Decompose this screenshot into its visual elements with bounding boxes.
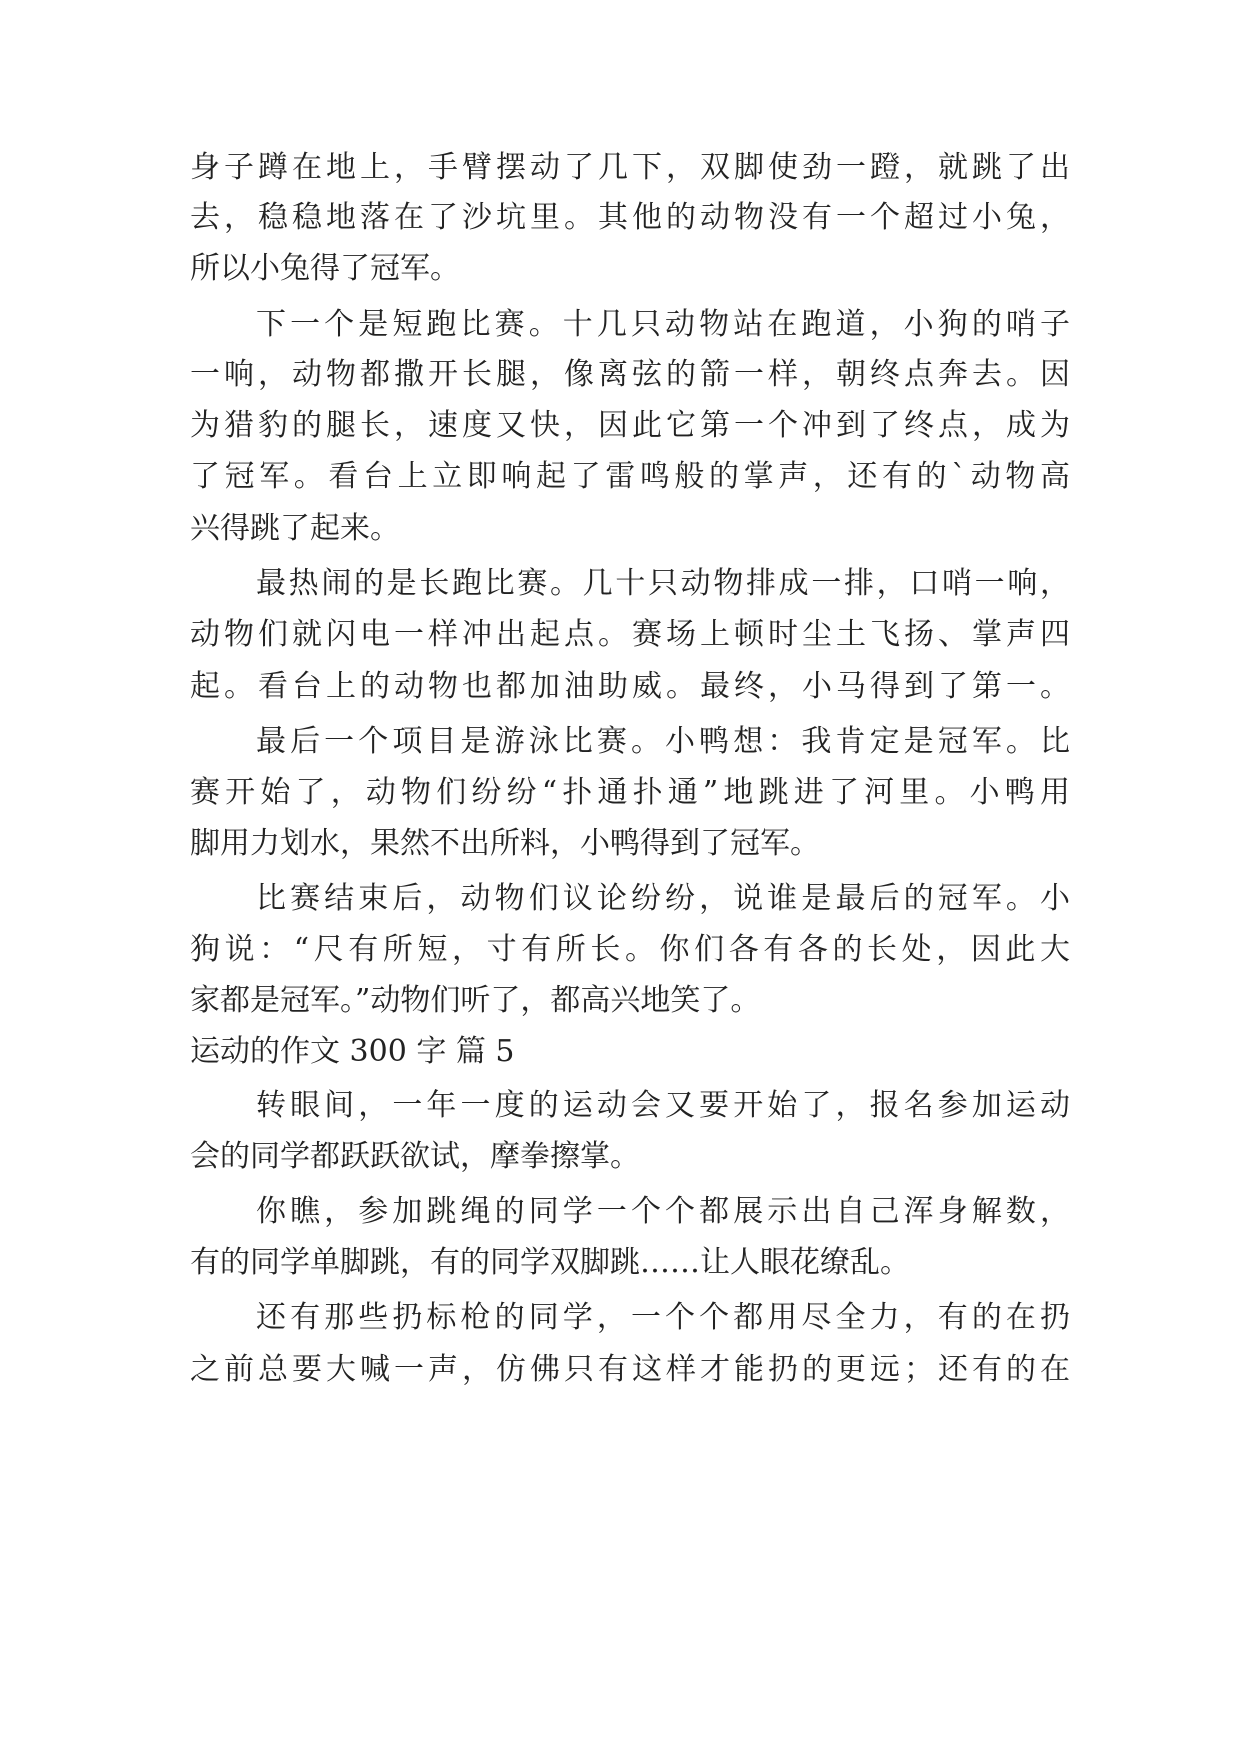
text-line: 去，稳稳地落在了沙坑里。其他的动物没有一个超过小兔， (190, 200, 1070, 235)
text-line: 为猎豹的腿长，速度又快，因此它第一个冲到了终点，成为 (190, 408, 1070, 443)
text-line: 下一个是短跑比赛。十几只动物站在跑道，小狗的哨子 (256, 307, 1070, 342)
text-line: 之前总要大喊一声，仿佛只有这样才能扔的更远；还有的在 (190, 1352, 1070, 1387)
section-heading: 运动的作文 300 字 篇 5 (190, 1034, 515, 1069)
text-line: 身子蹲在地上，手臂摆动了几下，双脚使劲一蹬，就跳了出 (190, 150, 1070, 185)
text-line: 最热闹的是长跑比赛。几十只动物排成一排，口哨一响， (256, 566, 1070, 601)
text-line: 还有那些扔标枪的同学，一个个都用尽全力，有的在扔 (256, 1300, 1070, 1335)
text-line: 动物们就闪电一样冲出起点。赛场上顿时尘土飞扬、掌声四 (190, 617, 1070, 652)
text-line: 脚用力划水，果然不出所料，小鸭得到了冠军。 (190, 826, 820, 861)
text-line: 有的同学单脚跳，有的同学双脚跳……让人眼花缭乱。 (190, 1245, 910, 1280)
text-line: 家都是冠军。”动物们听了，都高兴地笑了。 (190, 983, 761, 1018)
text-line: 了冠军。看台上立即响起了雷鸣般的掌声，还有的`动物高 (190, 459, 1070, 494)
text-line: 一响，动物都撒开长腿，像离弦的箭一样，朝终点奔去。因 (190, 357, 1070, 392)
text-line: 转眼间，一年一度的运动会又要开始了，报名参加运动 (256, 1088, 1070, 1123)
text-line: 你瞧，参加跳绳的同学一个个都展示出自己浑身解数， (256, 1194, 1070, 1229)
text-line: 所以小兔得了冠军。 (190, 251, 460, 286)
text-line: 起。看台上的动物也都加油助威。最终，小马得到了第一。 (190, 669, 1070, 704)
text-line: 比赛结束后，动物们议论纷纷，说谁是最后的冠军。小 (256, 881, 1070, 916)
text-line: 会的同学都跃跃欲试，摩拳擦掌。 (190, 1139, 640, 1174)
text-line: 最后一个项目是游泳比赛。小鸭想：我肯定是冠军。比 (256, 724, 1070, 759)
text-line: 狗说：“尺有所短，寸有所长。你们各有各的长处，因此大 (190, 932, 1070, 967)
text-line: 兴得跳了起来。 (190, 511, 400, 546)
text-line: 赛开始了，动物们纷纷“扑通扑通”地跳进了河里。小鸭用 (190, 775, 1070, 810)
